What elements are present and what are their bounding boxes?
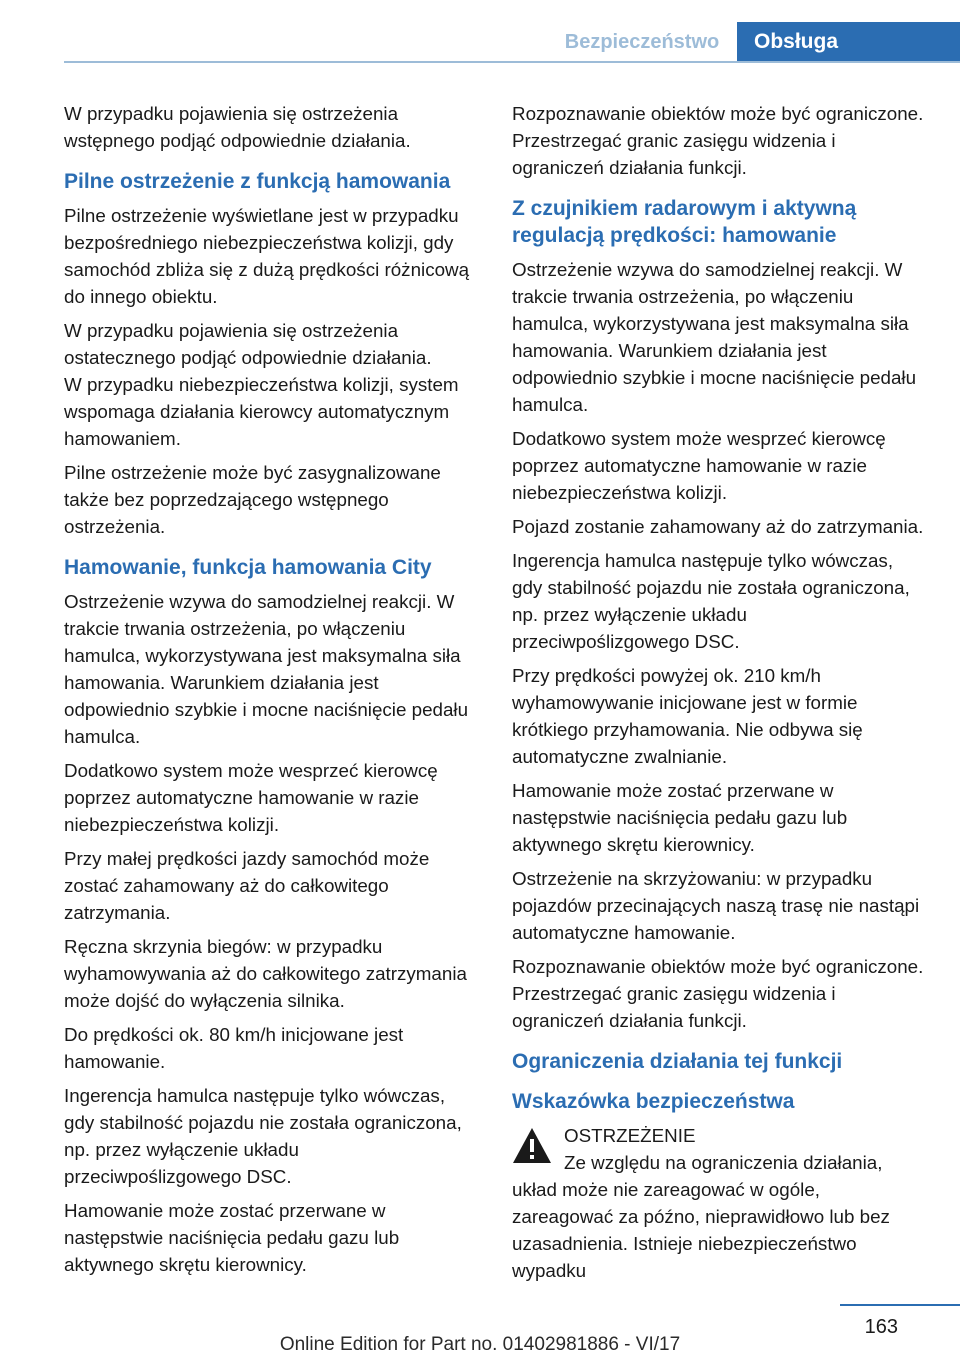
paragraph: Ostrzeżenie wzywa do samodzielnej reakcji. W trakcie trwania ostrzeżenia, po włączeniu hamulca, wykorzystywana jest maksymalna siła hamowania. Warunkiem działania jest odpowiednio szybkie i mocne naciśnięcie pedału hamulca. <box>64 591 469 747</box>
warning-content <box>512 1122 926 1284</box>
paragraph: Przy prędkości powyżej ok. 210 km/h wyhamowywanie inicjowane jest w formie krótkiego przyhamowania. Nie odbywa się automatyczne zwalnianie. <box>512 665 863 767</box>
paragraph: W przypadku pojawienia się ostrzeżenia wstępnego podjąć odpowiednie działania. <box>64 103 411 151</box>
footer-edition: Online Edition for Part no. 01402981886 - VI/17 <box>279 1334 681 1355</box>
header-tab-section: Bezpieczeństwo <box>564 31 720 53</box>
paragraph: Rozpoznawanie obiektów może być ograniczone. Przestrzegać granic zasięgu widzenia i ograniczeń działania funkcji. <box>512 103 924 178</box>
paragraph: Ingerencja hamulca następuje tylko wówczas, gdy stabilność pojazdu nie została ograniczona, np. przez wyłączenie układu przeciwpoślizgowego DSC. <box>64 1085 462 1187</box>
warning-label: OSTRZEŻENIE <box>564 1125 696 1146</box>
left-column <box>64 100 480 1285</box>
warning-text: Ze względu na ograniczenia działania, układ może nie zareagować w ogóle, zareagować za późno, nieprawidłowo lub bez uzasadnienia. Istnieje niebezpieczeństwo wypadku <box>512 1152 890 1281</box>
warning-box <box>512 1122 926 1284</box>
paragraph: W przypadku pojawienia się ostrzeżenia ostatecznego podjąć odpowiednie działania. <box>64 320 432 368</box>
paragraph: Pilne ostrzeżenie może być zasygnalizowane także bez poprzedzającego wstępnego ostrzeżenia. <box>64 462 441 537</box>
paragraph: Pojazd zostanie zahamowany aż do zatrzymania. <box>512 516 924 537</box>
paragraph: Dodatkowo system może wesprzeć kierowcę poprzez automatyczne hamowanie w razie niebezpieczeństwa kolizji. <box>512 428 886 503</box>
paragraph: Ostrzeżenie wzywa do samodzielnej reakcji. W trakcie trwania ostrzeżenia, po włączeniu hamulca, wykorzystywana jest maksymalna siła hamowania. Warunkiem działania jest odpowiednio szybkie i mocne naciśnięcie pedału hamulca. <box>512 259 917 415</box>
paragraph: Przy małej prędkości jazdy samochód może zostać zahamowany aż do całkowitego zatrzymania. <box>64 848 430 923</box>
paragraph: Pilne ostrzeżenie wyświetlane jest w przypadku bezpośredniego niebezpieczeństwa kolizji, gdy samochód zbliża się z dużą prędkości różnicową do innego obiektu. <box>64 205 470 307</box>
subsection-heading: Wskazówka bezpieczeństwa <box>512 1090 795 1113</box>
warning-triangle-icon <box>512 1126 552 1166</box>
paragraph: Hamowanie może zostać przerwane w następstwie naciśnięcia pedału gazu lub aktywnego skrętu kierownicy. <box>512 780 848 855</box>
header-tab-chapter: Obsługa <box>737 22 960 62</box>
paragraph: Ostrzeżenie na skrzyżowaniu: w przypadku pojazdów przecinających naszą trasę nie nastąpi automatyczne hamowanie. <box>512 868 920 943</box>
paragraph: Dodatkowo system może wesprzeć kierowcę poprzez automatyczne hamowanie w razie niebezpieczeństwa kolizji. <box>64 760 438 835</box>
paragraph: Ręczna skrzynia biegów: w przypadku wyhamowywania aż do całkowitego zatrzymania może dojść do wyłączenia silnika. <box>64 936 467 1011</box>
section-heading: Z czujnikiem radarowym i aktywną regulacją prędkości: hamowanie <box>512 197 857 247</box>
paragraph: W przypadku niebezpieczeństwa kolizji, system wspomaga działania kierowcy automatycznym hamowaniem. <box>64 374 459 449</box>
section-heading: Ograniczenia działania tej funkcji <box>512 1050 843 1073</box>
footer-rule <box>840 1304 960 1306</box>
paragraph: Ingerencja hamulca następuje tylko wówczas, gdy stabilność pojazdu nie została ograniczona, np. przez wyłączenie układu przeciwpoślizgowego DSC. <box>512 550 910 652</box>
section-heading: Hamowanie, funkcja hamowania City <box>64 556 432 579</box>
paragraph: Rozpoznawanie obiektów może być ograniczone. Przestrzegać granic zasięgu widzenia i ograniczeń działania funkcji. <box>512 956 924 1031</box>
paragraph: Hamowanie może zostać przerwane w następstwie naciśnięcia pedału gazu lub aktywnego skrętu kierownicy. <box>64 1200 400 1275</box>
header-rule <box>64 61 960 63</box>
right-column <box>512 100 926 1291</box>
page-number: 163 <box>864 1316 898 1338</box>
paragraph: Do prędkości ok. 80 km/h inicjowane jest hamowanie. <box>64 1024 404 1072</box>
section-heading: Pilne ostrzeżenie z funkcją hamowania <box>64 170 451 193</box>
